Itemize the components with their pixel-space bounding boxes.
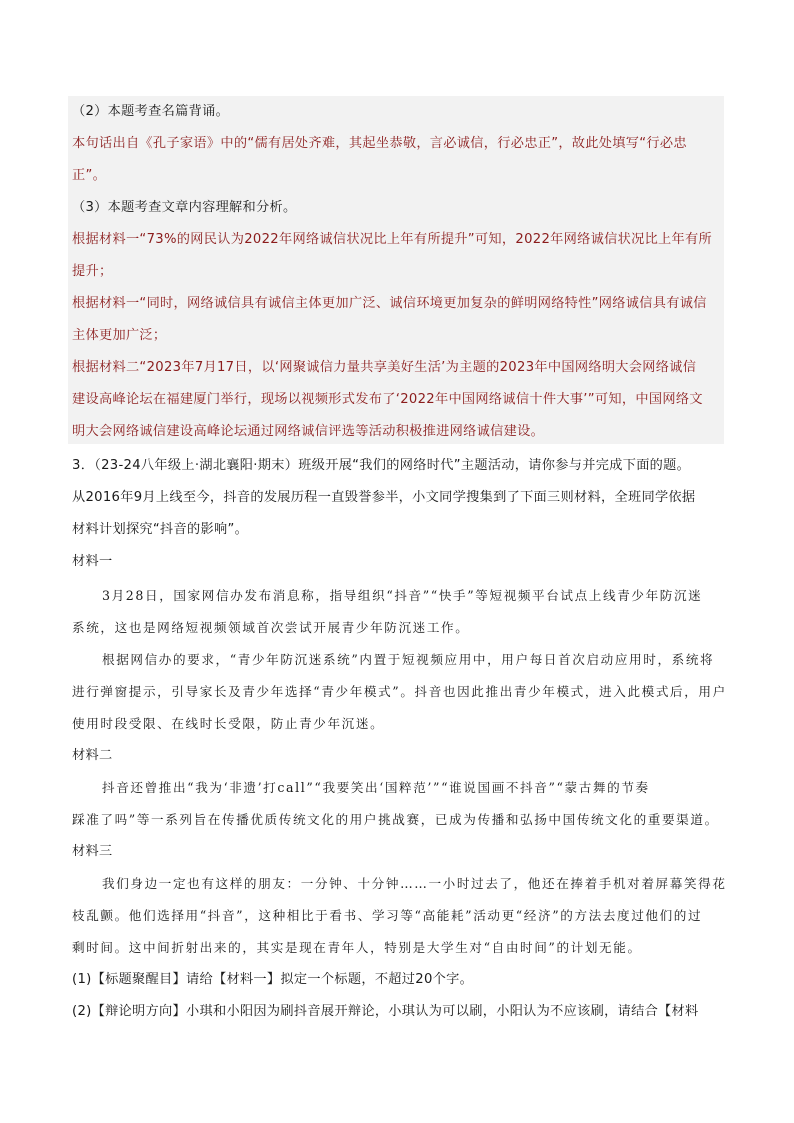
material-2-title: 材料二 (72, 748, 113, 763)
q2-analysis-text-cont: 正”。 (72, 168, 107, 183)
q2-analysis-label: （2）本题考查名篇背诵。 (72, 104, 230, 119)
q2-analysis-text: 本句话出自《孔子家语》中的“儒有居处齐难，其起坐恭敬，言必诚信，行必忠正”，故此处填写“行必忠 (72, 136, 687, 151)
material-1-p1: 3月28日，国家网信办发布消息称，指导组织“抖音”“快手”等短视频平台试点上线青少年防沉迷 (102, 588, 703, 603)
q3-analysis-p1: 根据材料一“73%的网民认为2022年网络诚信状况比上年有所提升”可知，2022年网络诚信状况比上年有所 (72, 232, 713, 247)
sub-question-2: (2)【辩论明方向】小琪和小阳因为刷抖音展开辩论，小琪认为可以刷，小阳认为不应该刷，请结合【材料 (72, 1004, 699, 1019)
material-1-p2: 根据网信办的要求，“青少年防沉迷系统”内置于短视频应用中，用户每日首次启动应用时，系统将 (102, 652, 715, 667)
material-3-p1-cont2: 剩时间。这中间折射出来的，其实是现在青年人，特别是大学生对“自由时间”的计划无能。 (72, 940, 642, 955)
sub-question-1: (1)【标题聚醒目】请给【材料一】拟定一个标题，不超过20个字。 (72, 972, 474, 987)
material-3-title: 材料三 (72, 844, 113, 859)
q3-analysis-p2: 根据材料一“同时，网络诚信具有诚信主体更加广泛、诚信环境更加复杂的鲜明网络特性”网络诚信具有诚信 (72, 296, 707, 311)
q3-analysis-p2-cont: 主体更加广泛； (72, 328, 167, 343)
q3-analysis-p3-cont2: 明大会网络诚信建设高峰论坛通过网络诚信评选等活动积极推进网络诚信建设。 (72, 424, 545, 439)
question-3-intro-cont: 材料计划探究“抖音的影响”。 (72, 522, 249, 537)
q3-analysis-label: （3）本题考查文章内容理解和分析。 (72, 200, 297, 215)
question-3-intro: 从2016年9月上线至今，抖音的发展历程一直毁誉参半，小文同学搜集到了下面三则材料，全班同学依据 (72, 490, 696, 505)
q3-analysis-p3-cont: 建设高峰论坛在福建厦门举行，现场以视频形式发布了‘2022年中国网络诚信十件大事’”可知，中国网络文 (72, 392, 703, 407)
material-2-p1: 抖音还曾推出“我为‘非遗’打call”“我要笑出‘国粹范’”“谁说国画不抖音”“蒙古舞的节奏 (102, 780, 650, 795)
material-1-p2-cont2: 使用时段受限、在线时长受限，防止青少年沉迷。 (72, 716, 385, 731)
material-1-p1-cont: 系统，这也是网络短视频领域首次尝试开展青少年防沉迷工作。 (72, 620, 470, 635)
q3-analysis-p3: 根据材料二“2023年7月17日，以‘网聚诚信力量共享美好生活’为主题的2023年中国网络明大会网络诚信 (72, 360, 697, 375)
material-1-p2-cont: 进行弹窗提示，引导家长及青少年选择“青少年模式”。抖音也因此推出青少年模式，进入此模式后，用户 (72, 684, 727, 699)
question-3-header: 3．（23-24八年级上·湖北襄阳·期末）班级开展“我们的网络时代”主题活动，请你参与并完成下面的题。 (72, 458, 691, 473)
material-2-p1-cont: 踩准了吗”等一系列旨在传播优质传统文化的用户挑战赛，已成为传播和弘扬中国传统文化的重要渠道。 (72, 812, 719, 827)
material-1-title: 材料一 (72, 554, 113, 569)
material-3-p1-cont: 枝乱颤。他们选择用“抖音”，这种相比于看书、学习等“高能耗”活动更“经济”的方法去度过他们的过 (72, 908, 703, 923)
q3-analysis-p1-cont: 提升； (72, 264, 113, 279)
material-3-p1: 我们身边一定也有这样的朋友：一分钟、十分钟……一小时过去了，他还在捧着手机对着屏幕笑得花 (102, 876, 727, 891)
